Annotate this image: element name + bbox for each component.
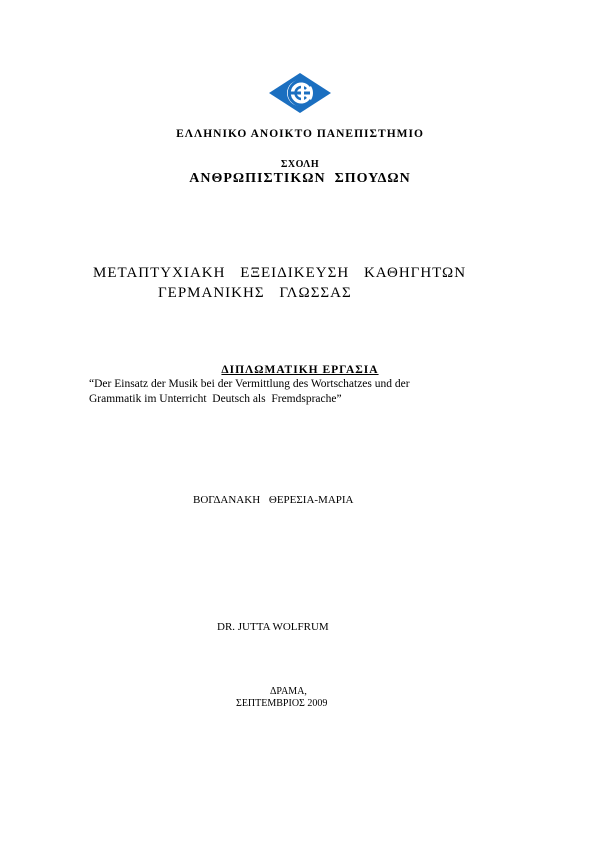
thesis-title-line-1: “Der Einsatz der Musik bei der Vermittlung des Wortschatzes und der (89, 378, 410, 390)
university-logo-icon (268, 72, 332, 114)
university-name: ΕΛΛΗΝΙΚΟ ΑΝΟΙΚΤΟ ΠΑΝΕΠΙΣΤΗΜΙΟ (176, 128, 424, 140)
program-title-line-1: ΜΕΤΑΠΤΥΧΙΑΚΗ ΕΞΕΙΔΙΚΕΥΣΗ ΚΑΘΗΓΗΤΩΝ (93, 265, 467, 281)
author-name: ΒΟΓΔΑΝΑΚΗ ΘΕΡΕΣΙΑ-ΜΑΡΙΑ (193, 494, 354, 506)
date: ΣΕΠΤΕΜΒΡΙΟΣ 2009 (236, 698, 328, 709)
supervisor-name: DR. JUTTA WOLFRUM (217, 621, 329, 633)
school-label: ΣΧΟΛΗ (280, 159, 320, 170)
place: ΔΡΑΜΑ, (270, 686, 307, 697)
program-title-line-2: ΓΕΡΜΑΝΙΚΗΣ ΓΛΩΣΣΑΣ (158, 285, 352, 301)
thesis-title-line-2: Grammatik im Unterricht Deutsch als Fremdsprache” (89, 393, 342, 405)
school-name: ΑΝΘΡΩΠΙΣΤΙΚΩΝ ΣΠΟΥΔΩΝ (189, 171, 411, 186)
thesis-label: ΔΙΠΛΩΜΑΤΙΚΗ ΕΡΓΑΣΙΑ (221, 364, 379, 376)
